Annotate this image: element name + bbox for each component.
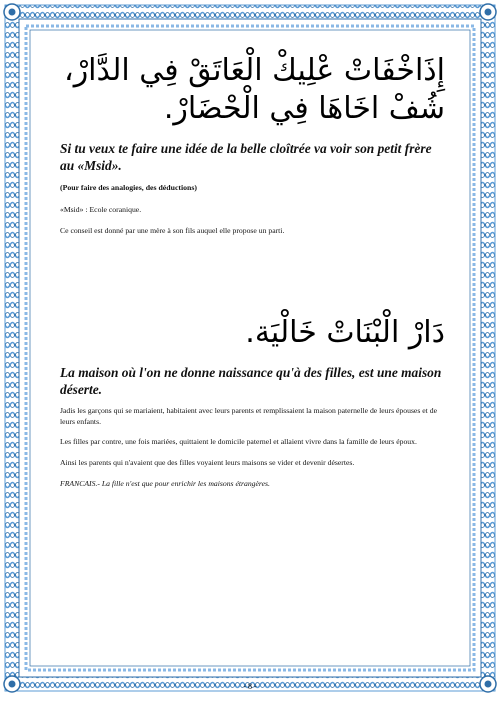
proverb-2-para-3: Ainsi les parents qui n'avaient que des filles voyaient leurs maisons se vider et devenir désertes. [60, 457, 355, 467]
proverb-1-note: «Msid» : Ecole coranique. [60, 205, 142, 214]
proverb-1-translation: Si tu veux te faire une idée de la belle cloîtrée va voir son petit frère au «Msid». [60, 141, 432, 173]
corner-ornament-tl [4, 4, 20, 20]
proverb-2-para-1: Jadis les garçons qui se mariaient, habitaient avec leurs parents et remplissaient la maison paternelle de leurs épouses et de leurs enfants. [60, 406, 437, 426]
corner-ornament-tr [480, 4, 496, 20]
proverb-1-explanation: Ce conseil est donné par une mère à son fils auquel elle propose un parti. [60, 225, 285, 235]
proverb-2-translation: La maison où l'on ne donne naissance qu'à des filles, est une maison déserte. [60, 365, 442, 398]
page-number: - 8 - [243, 682, 257, 691]
arabic-proverb-2: دَارْ الْبْنَاتْ خَالْيَة. [245, 315, 445, 351]
proverb-2-french-equivalent: FRANCAIS.- La fille n'est que pour enrichir les maisons étrangères. [60, 478, 270, 488]
proverb-2-para-2: Les filles par contre, une fois mariées, quittaient le domicile paternel et allaient vivre dans la famille de leurs époux. [60, 437, 417, 447]
page-content [60, 52, 445, 499]
arabic-proverb-1-line1: إِذَاخْفَاتْ عْلِيكْ الْعَاتَقْ فِي الدَّارْ، [64, 53, 445, 88]
arabic-proverb-1 [60, 52, 445, 128]
proverb-1-subhead: (Pour faire des analogies, des déductions) [60, 183, 198, 192]
arabic-proverb-1-line2: شُفْ اخَاهَا فِي الْحْضَارْ. [163, 91, 445, 126]
